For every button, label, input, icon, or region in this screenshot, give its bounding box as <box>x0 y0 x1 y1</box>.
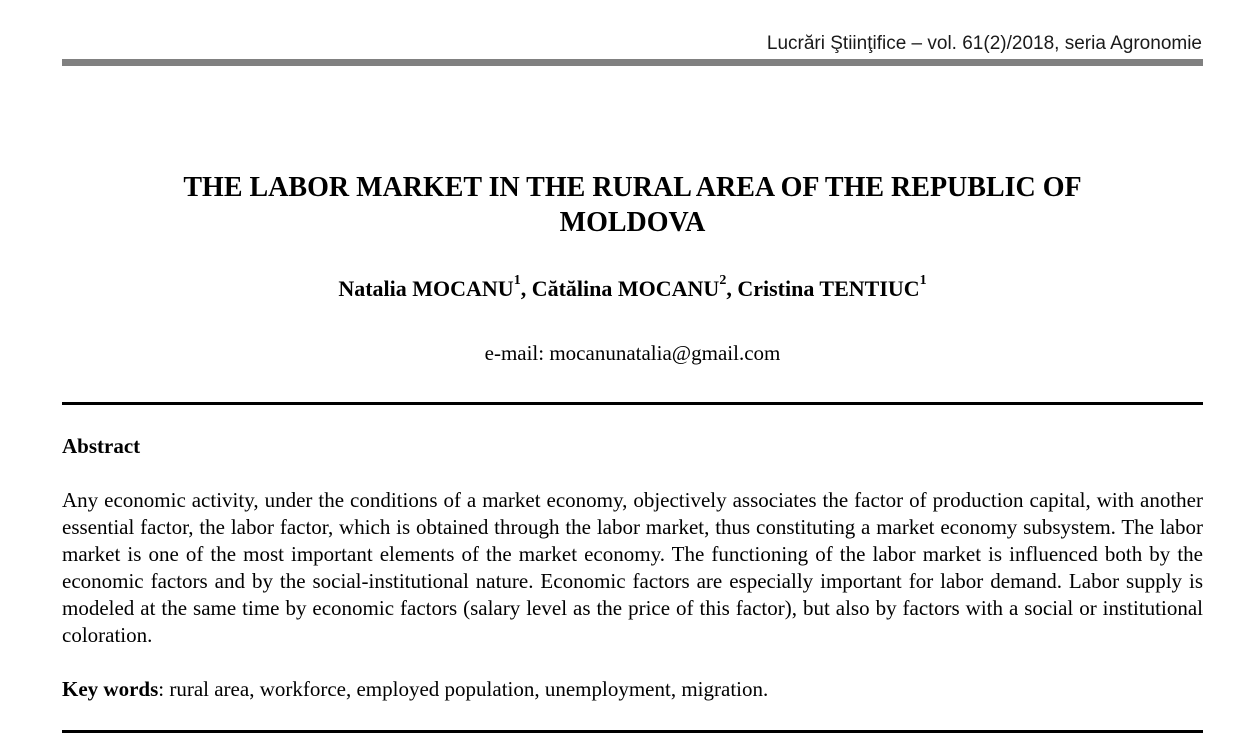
author-list <box>62 273 1203 302</box>
keywords-separator: : <box>158 677 170 701</box>
author-affiliation: 2 <box>719 273 727 288</box>
header-rule <box>62 59 1203 66</box>
author-name: Cătălina MOCANU <box>531 276 720 301</box>
abstract-heading: Abstract <box>62 434 141 458</box>
author-affiliation: 1 <box>513 273 521 288</box>
keywords-label: Key words <box>62 677 159 701</box>
keywords-text: rural area, workforce, employed population, unemployment, migration. <box>169 677 769 701</box>
author-separator: , <box>520 276 532 301</box>
section-rule-top <box>62 402 1203 405</box>
keywords <box>62 677 1203 702</box>
author-name: Cristina TENTIUC <box>737 276 920 301</box>
abstract-text: Any economic activity, under the conditions of a market economy, objectively associates the factor of production capital, with another essential factor, the labor factor, which is obtained through the labor market, thus constituting a market economy subsystem. The labor market is one of the most important elements of the market economy. The functioning of the labor market is influenced both by the economic factors and by the social-institutional nature. Economic factors are especially important for labor demand. Labor supply is modeled at the same time by economic factors (salary level as the price of this factor), but also by factors with a social or institutional coloration. <box>62 488 1203 647</box>
author-affiliation: 1 <box>919 273 927 288</box>
journal-header: Lucrări Ştiinţifice – vol. 61(2)/2018, seria Agronomie <box>766 33 1202 54</box>
section-rule-bottom <box>62 730 1203 733</box>
paper-title-line-2: MOLDOVA <box>559 207 706 238</box>
author-name: Natalia MOCANU <box>338 276 514 301</box>
paper-title <box>62 170 1203 240</box>
paper-title-line-1: THE LABOR MARKET IN THE RURAL AREA OF THE REPUBLIC OF <box>183 172 1082 203</box>
author-email: e-mail: mocanunatalia@gmail.com <box>484 341 781 365</box>
author-separator: , <box>726 276 738 301</box>
